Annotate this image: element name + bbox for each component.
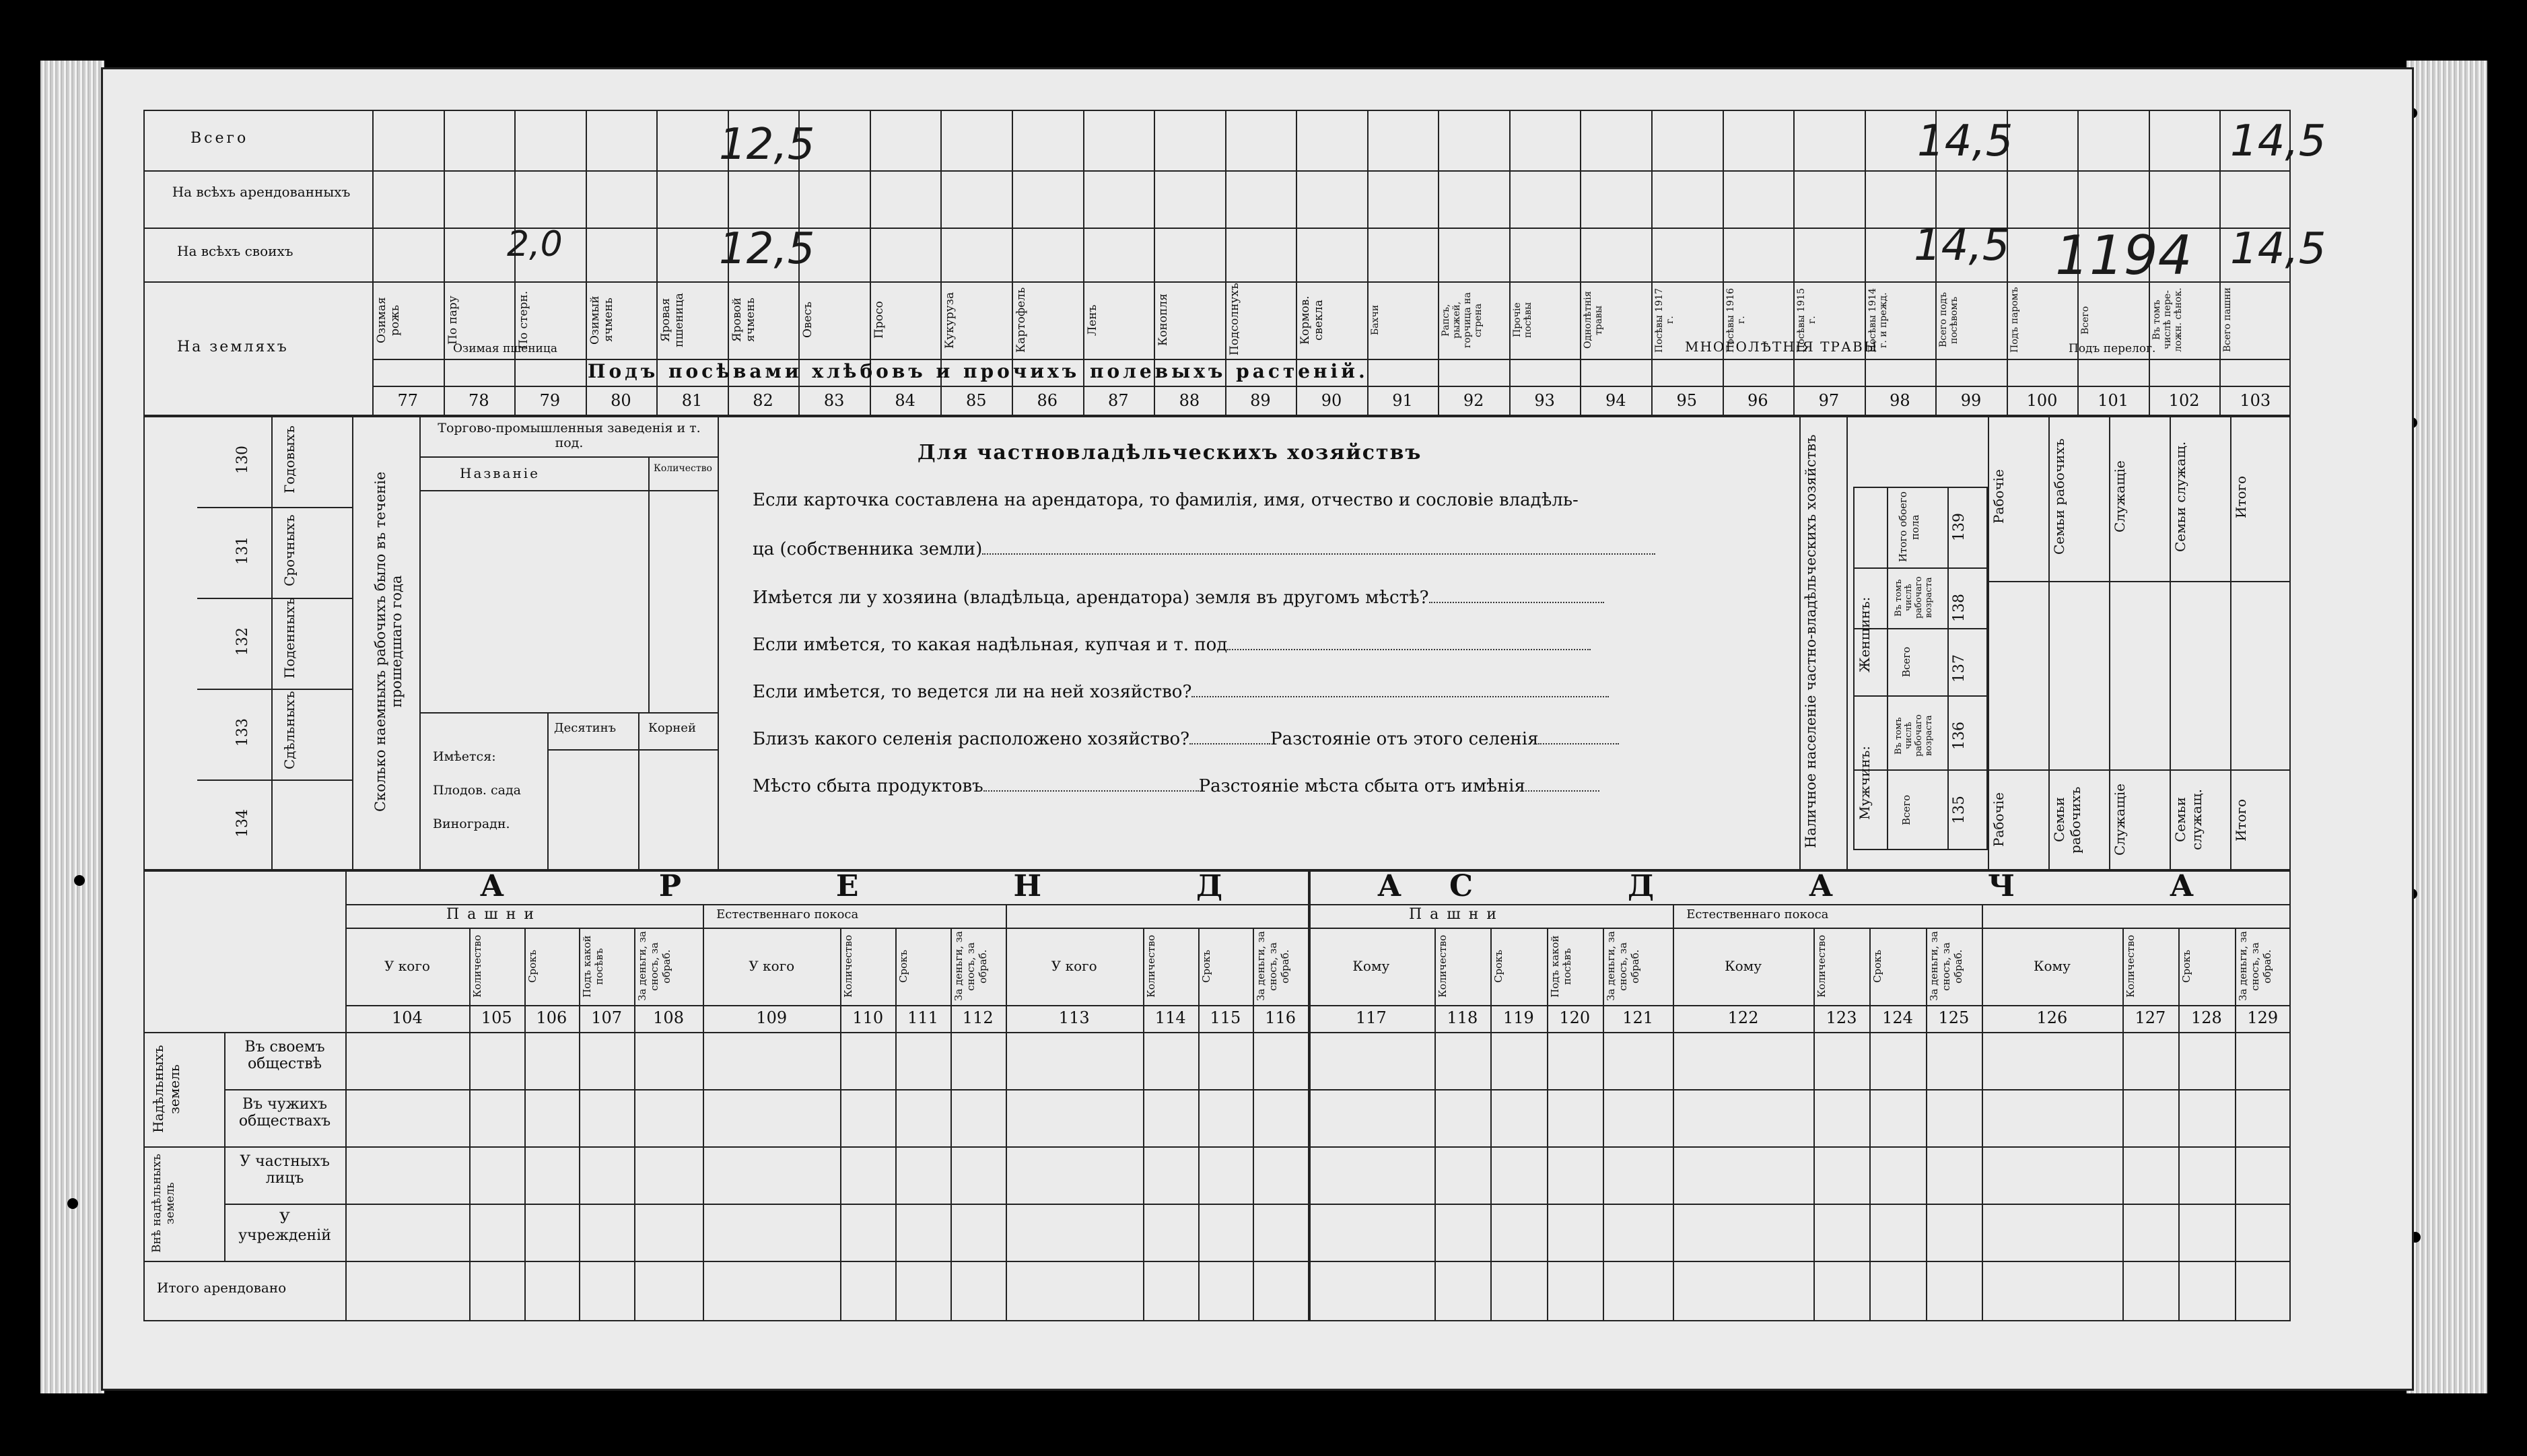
- worker-label: Срочныхъ: [281, 514, 298, 587]
- lease-col-header: За деньги, за сносъ, за обраб.: [636, 931, 672, 1002]
- paper-edge-right: [2407, 61, 2487, 1393]
- crop-header: Посѣвы 1917 г.: [1654, 287, 1675, 353]
- lease-col-number: 119: [1502, 1008, 1534, 1027]
- population-col-bottom: Семьи служащ.: [2172, 789, 2205, 851]
- crop-header: Посѣвы 1916 г.: [1725, 287, 1747, 353]
- lease-col-number: 106: [536, 1008, 567, 1027]
- row-chujih: Въ чужихъ обществахъ: [238, 1096, 331, 1130]
- crop-divider: [444, 110, 445, 416]
- trade-sad: Плодов. сада: [433, 783, 521, 798]
- lease-col-header: Кому: [1352, 958, 1390, 974]
- lease-col-divider: [1603, 928, 1604, 1321]
- lease-col-header: Количество: [1144, 934, 1157, 998]
- lease-col-header: Количество: [471, 934, 483, 998]
- crop-number: 78: [469, 391, 489, 410]
- lease-col-header: Срокъ: [526, 949, 539, 983]
- lease-col-header: Подъ какой посѣвъ: [581, 935, 606, 998]
- crop-header: Подъ паромъ: [2009, 287, 2020, 353]
- lease-col-number: 122: [1727, 1008, 1759, 1027]
- lease-col-header: За деньги, за сносъ, за обраб.: [952, 931, 989, 1002]
- lease-col-header: Срокъ: [1492, 949, 1505, 983]
- crop-header: Яровая пшеница: [659, 293, 687, 347]
- crop-number: 91: [1392, 391, 1413, 410]
- lease-col-number: 104: [392, 1008, 423, 1027]
- worker-number: 132: [234, 627, 251, 656]
- lease-col-number: 115: [1210, 1008, 1241, 1027]
- lease-col-header: За деньги, за сносъ, за обраб.: [2236, 931, 2273, 1002]
- population-men: Мужчинъ:: [1857, 746, 1873, 820]
- crop-header: Яровой ячмень: [730, 298, 757, 343]
- worker-number: 130: [234, 446, 251, 474]
- crop-number: 98: [1890, 391, 1910, 410]
- crop-number: 101: [2098, 391, 2129, 410]
- row-nadel: Надѣльныхъ земель: [150, 1045, 182, 1134]
- lease-col-number: 125: [1938, 1008, 1970, 1027]
- population-number: 135: [1951, 796, 1968, 824]
- worker-divider: [197, 779, 352, 781]
- lease-col-divider: [895, 928, 897, 1321]
- lease-col-divider: [1926, 928, 1927, 1321]
- crop-header: Озимая рожь: [375, 297, 402, 343]
- lease-col-divider: [524, 928, 526, 1321]
- lease-col-header: У кого: [384, 958, 430, 974]
- population-col-top: Семьи рабочихъ: [2051, 438, 2067, 555]
- crop-header: Въ томъ числѣ пере-ложн. сѣнок.: [2151, 287, 2184, 353]
- crop-header: Всего: [2080, 306, 2091, 335]
- population-col-divider: [2230, 416, 2231, 870]
- population-col-bottom: Итого: [2233, 798, 2249, 841]
- population-col-divider: [2048, 416, 2050, 870]
- lease-col-number: 117: [1355, 1008, 1387, 1027]
- lease-pokos: Естественнаго покоса: [716, 907, 859, 922]
- binding-hole: [74, 875, 85, 886]
- worker-divider: [197, 689, 352, 690]
- trade-qty-col: Количество: [654, 463, 712, 474]
- population-col-divider: [2170, 416, 2171, 870]
- private-title: Для частновладѣльческихъ хозяйствъ: [918, 441, 1422, 464]
- worker-label: Поденныхъ: [281, 597, 298, 679]
- lease-col-divider: [2178, 928, 2180, 1321]
- population-col-bottom: Рабочіе: [1991, 792, 2007, 847]
- lease-col-header: Количество: [1815, 934, 1828, 998]
- lease-col-divider: [1673, 904, 1674, 1321]
- lease-col-number: 107: [591, 1008, 623, 1027]
- private-q2: Имѣется ли у хозяина (владѣльца, арендатора) земля въ другомъ мѣстѣ?: [753, 588, 1604, 608]
- crop-number: 97: [1818, 391, 1840, 410]
- lease-col-number: 112: [962, 1008, 994, 1027]
- lease-col-header: Кому: [2034, 958, 2071, 974]
- crop-header: Всего подъ посѣвомъ: [1938, 292, 1960, 348]
- crop-number: 96: [1747, 391, 1768, 410]
- crop-divider: [1438, 110, 1439, 416]
- lease-col-divider: [1869, 928, 1871, 1321]
- arenda-title: АРЕНДА: [480, 869, 1556, 903]
- population-v-tom-w: Въ томъ числѣ рабочаго возраста: [1894, 576, 1934, 619]
- worker-number: 131: [234, 536, 251, 565]
- crop-number: 81: [681, 391, 703, 410]
- population-women: Женщинъ:: [1857, 596, 1873, 673]
- lease-col-header: Кому: [1725, 958, 1762, 974]
- private-q3: Если имѣется, то какая надѣльная, купчая и т. под: [753, 635, 1591, 655]
- crop-number: 89: [1250, 391, 1271, 410]
- population-col-divider: [2109, 416, 2110, 870]
- crop-header: Конопля: [1156, 293, 1171, 347]
- population-col-top: Итого: [2233, 475, 2249, 518]
- lease-col-divider: [1006, 904, 1007, 1321]
- crop-header: Посѣвы 1914 г. и прежд.: [1867, 287, 1889, 353]
- crop-header: Картофель: [1014, 287, 1028, 353]
- row-label-arend: На всѣхъ арендованныхъ: [172, 184, 351, 200]
- lease-col-divider: [2122, 928, 2124, 1321]
- row-itogo: Итого арендовано: [157, 1280, 287, 1296]
- lease-col-number: 129: [2247, 1008, 2279, 1027]
- crop-number: 103: [2240, 391, 2271, 410]
- sdacha-title: СДАЧА: [1449, 869, 2349, 903]
- crop-divider: [1865, 110, 1866, 416]
- crop-number: 90: [1321, 391, 1342, 410]
- population-caption: Наличное населеніе частно-владѣльческихъ хозяйствъ: [1803, 434, 1819, 849]
- row-label-vsego: Всего: [191, 130, 249, 147]
- binding-hole: [67, 1198, 78, 1209]
- population-col-divider: [1988, 416, 1989, 870]
- crop-banner: Подъ посѣвами хлѣбовъ и прочихъ полевыхъ растеній.: [588, 360, 1369, 382]
- trade-desyatin: Десятинъ: [554, 721, 617, 735]
- crop-header: По пару: [446, 296, 460, 345]
- hw-yarovoy-vsego: 12,5: [719, 120, 815, 170]
- crop-header: Просо: [872, 301, 886, 339]
- crop-divider: [1580, 110, 1581, 416]
- lease-col-header: За деньги, за сносъ, за обраб.: [1927, 931, 1964, 1002]
- crop-header: Подсолнухъ: [1227, 283, 1241, 355]
- crop-header: Озимый ячмень: [588, 296, 615, 345]
- lease-pashni: Пашни: [1409, 906, 1505, 923]
- lease-col-header: Подъ какой посѣвъ: [1548, 935, 1573, 998]
- private-q1a: Если карточка составлена на арендатора, то фамилія, имя, отчество и сословіе владѣль-: [753, 490, 1579, 510]
- hw-pashni-svoih: 14,5: [2230, 224, 2326, 274]
- population-divider: [1988, 769, 2291, 771]
- pod-pereloj-label: Подъ перелог.: [2069, 342, 2156, 355]
- lease-col-divider: [1813, 928, 1815, 1321]
- crop-divider: [1651, 110, 1653, 416]
- crop-number: 95: [1676, 391, 1698, 410]
- lease-col-divider: [1490, 928, 1492, 1321]
- crop-number: 79: [539, 391, 561, 410]
- population-col-bottom: Служащіе: [2112, 784, 2128, 856]
- lease-col-header: Количество: [842, 934, 855, 998]
- hw-pashni-vsego: 14,5: [2230, 116, 2326, 166]
- population-number: 138: [1951, 594, 1968, 622]
- lease-col-number: 111: [907, 1008, 938, 1027]
- population-itogo: Итого обоего пола: [1897, 491, 1921, 563]
- population-number: 136: [1951, 722, 1968, 750]
- trade-vinograd: Виноградн.: [433, 817, 510, 831]
- lease-col-header: За деньги, за сносъ, за обраб.: [1605, 931, 1641, 1002]
- lease-col-number: 127: [2135, 1008, 2166, 1027]
- crop-header: По стерн.: [517, 290, 531, 350]
- mnogolet-label: МНОГОЛѢТНІЯ ТРАВЫ: [1685, 339, 1879, 355]
- hw-card-number: 1194: [2055, 224, 2192, 287]
- population-vsego-m: Всего: [1900, 794, 1912, 825]
- worker-number: 134: [234, 809, 251, 837]
- lease-col-number: 113: [1058, 1008, 1090, 1027]
- lease-col-header: Срокъ: [897, 949, 910, 983]
- lease-pashni: Пашни: [446, 906, 543, 923]
- population-divider: [1988, 581, 2291, 582]
- lease-col-header: Количество: [2124, 934, 2137, 998]
- crop-header: Бахчи: [1369, 304, 1381, 336]
- lease-col-divider: [703, 904, 704, 1321]
- crop-number: 93: [1534, 391, 1555, 410]
- lease-col-number: 108: [653, 1008, 684, 1027]
- crop-number: 99: [1960, 391, 1982, 410]
- worker-number: 133: [234, 718, 251, 747]
- hw-posev-vsego: 14,5: [1917, 116, 2013, 166]
- crop-header: Всего пашни: [2222, 287, 2234, 353]
- crop-divider: [1793, 110, 1795, 416]
- row-vne-nadel: Внѣ надѣльныхъ земель: [150, 1154, 177, 1253]
- crop-number: 80: [611, 391, 631, 410]
- crop-divider: [1723, 110, 1724, 416]
- crop-number: 94: [1605, 391, 1626, 410]
- lease-col-number: 109: [756, 1008, 788, 1027]
- hired-caption: Сколько наемныхъ рабочихъ было въ теченіе прошедшаго года: [372, 471, 405, 812]
- private-q5: Близъ какого селенія расположено хозяйство? Разстояніе отъ этого селенія: [753, 729, 1619, 749]
- hw-yarovoy-svoih: 12,5: [719, 224, 815, 274]
- lease-col-divider: [579, 928, 580, 1321]
- lease-col-number: 105: [481, 1008, 512, 1027]
- population-col-top: Семьи служащ.: [2172, 441, 2188, 553]
- lease-pokos: Естественнаго покоса: [1686, 907, 1829, 922]
- crop-header: Прочіе посѣвы: [1511, 302, 1533, 339]
- crop-header: Кукуруза: [943, 291, 957, 349]
- lease-col-divider: [1143, 928, 1144, 1321]
- worker-divider: [271, 416, 273, 870]
- crop-number: 88: [1179, 391, 1200, 410]
- row-label-svoih: На всѣхъ своихъ: [177, 243, 293, 259]
- lease-col-header: Срокъ: [1871, 949, 1884, 983]
- lease-col-divider: [950, 928, 952, 1321]
- row-chastnyh: У частныхъ лицъ: [240, 1153, 330, 1187]
- crop-number: 77: [397, 391, 419, 410]
- paper-edge-left: [40, 61, 104, 1393]
- trade-korney: Корней: [648, 721, 696, 735]
- lease-col-number: 128: [2190, 1008, 2222, 1027]
- worker-label: Сдѣльныхъ: [281, 691, 298, 769]
- worker-label: Годовыхъ: [281, 425, 298, 494]
- lease-col-number: 121: [1622, 1008, 1654, 1027]
- trade-block: [419, 416, 719, 870]
- crop-divider: [586, 110, 587, 416]
- crop-number: 102: [2168, 391, 2200, 410]
- crop-header: Овесъ: [801, 302, 815, 339]
- census-card: [101, 67, 2414, 1391]
- lease-col-divider: [1253, 928, 1254, 1321]
- crop-number: 83: [823, 391, 845, 410]
- population-number: 139: [1951, 513, 1968, 541]
- private-q4: Если имѣется, то ведется ли на ней хозяйство?: [753, 682, 1609, 702]
- lease-col-number: 120: [1559, 1008, 1591, 1027]
- lease-col-divider: [469, 928, 471, 1321]
- private-q6: Мѣсто сбыта продуктовъ Разстояніе мѣста сбыта отъ имѣнія: [753, 776, 1599, 796]
- trade-title: Торгово-промышленныя заведенія и т. под.: [438, 421, 701, 450]
- crop-number: 84: [895, 391, 915, 410]
- population-col-top: Рабочіе: [1991, 469, 2007, 524]
- crop-number: 82: [753, 391, 773, 410]
- crop-header: Рапсъ, рыжей, горчица на сгрена: [1441, 292, 1484, 348]
- worker-divider: [197, 598, 352, 599]
- lease-col-header: Срокъ: [2180, 949, 2193, 983]
- population-v-tom-m: Въ томъ числѣ рабочаго возраста: [1894, 714, 1934, 757]
- lease-col-number: 124: [1882, 1008, 1913, 1027]
- lease-col-header: Количество: [1436, 934, 1449, 998]
- lease-col-divider: [1547, 928, 1548, 1321]
- lease-col-number: 123: [1826, 1008, 1857, 1027]
- lease-col-number: 118: [1447, 1008, 1478, 1027]
- lease-col-header: Срокъ: [1200, 949, 1212, 983]
- row-uchr: У учрежденій: [238, 1210, 331, 1244]
- private-q1b: ца (собственника земли): [753, 539, 1655, 559]
- crop-header: Однолѣтнія травы: [1583, 291, 1605, 349]
- population-col-top: Служащіе: [2112, 460, 2128, 533]
- crop-number: 86: [1037, 391, 1058, 410]
- lease-col-divider: [1198, 928, 1200, 1321]
- lease-col-number: 116: [1265, 1008, 1296, 1027]
- row-svoem: Въ своемъ обществѣ: [244, 1039, 325, 1072]
- lease-col-divider: [2235, 928, 2236, 1321]
- row-label-na-zemlyah: На земляхъ: [177, 339, 289, 355]
- hw-ozim-yachmen: 2,0: [507, 224, 563, 265]
- population-col-bottom: Семьи рабочихъ: [2051, 786, 2083, 854]
- lease-col-divider: [634, 928, 635, 1321]
- crop-number: 92: [1463, 391, 1484, 410]
- lease-col-header: У кого: [749, 958, 795, 974]
- lease-col-number: 126: [2036, 1008, 2068, 1027]
- worker-label: [281, 786, 322, 860]
- hw-posev-svoih: 14,5: [1914, 221, 2010, 271]
- lease-col-header: За деньги, за сносъ, за обраб.: [1255, 931, 1292, 1002]
- trade-imeetsya: Имѣется:: [433, 749, 496, 764]
- worker-divider: [197, 507, 352, 508]
- trade-name-col: Названіе: [460, 465, 541, 481]
- lease-col-divider: [1982, 904, 1983, 1321]
- lease-col-divider: [1434, 928, 1436, 1321]
- crop-divider: [2219, 110, 2221, 416]
- population-number: 137: [1951, 654, 1968, 683]
- lease-col-number: 110: [852, 1008, 884, 1027]
- population-vsego-w: Всего: [1900, 646, 1912, 677]
- crop-header: Ленъ: [1085, 304, 1099, 336]
- ozim-psh-label: Озимая пшеница: [453, 342, 557, 355]
- crop-header: Посѣвы 1915 г.: [1796, 287, 1818, 353]
- crop-number: 100: [2026, 391, 2058, 410]
- crop-number: 87: [1108, 391, 1129, 410]
- crop-divider: [1509, 110, 1511, 416]
- lease-col-number: 114: [1154, 1008, 1186, 1027]
- crop-header: Кормов. свекла: [1299, 296, 1326, 345]
- crop-number: 85: [965, 391, 987, 410]
- lease-col-header: У кого: [1051, 958, 1097, 974]
